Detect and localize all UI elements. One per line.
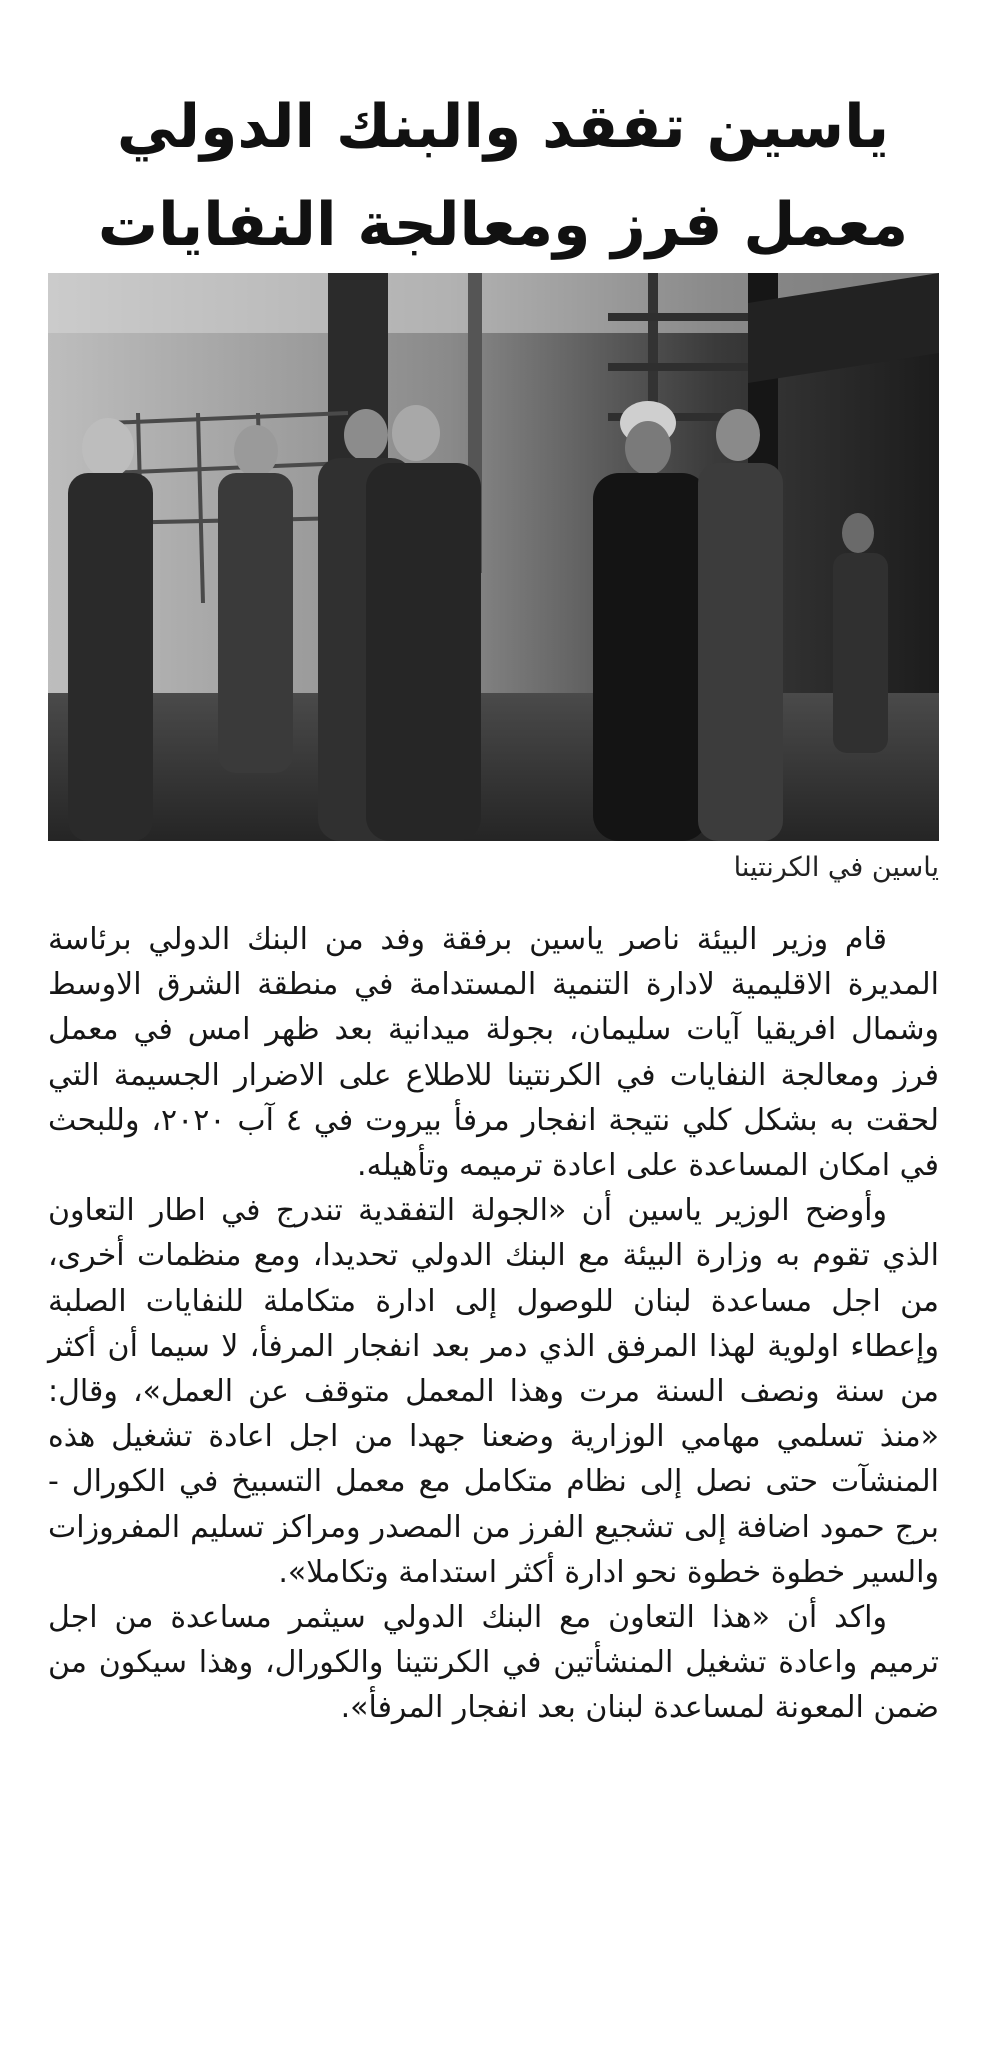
headline: ياسين تفقد والبنك الدولي معمل فرز ومعالجة النفايات [97,92,909,261]
article-paragraph: وأوضح الوزير ياسين أن «الجولة التفقدية تندرج في اطار التعاون الذي تقوم به وزارة البيئة مع البنك الدولي تحديدا، ومع منظمات أخرى، من اجل مساعدة لبنان للوصول إلى ادارة متكاملة للنفايات الصلبة وإعطاء اولوية لهذا المرفق الذي دمر بعد انفجار المرفأ، لا سيما أن أكثر من سنة ونصف السنة مرت وهذا المعمل متوقف عن العمل»، وقال: «منذ تسلمي مهامي الوزارية وضعنا جهدا من اجل اعادة تشغيل هذه المنشآت حتى نصل إلى نظام متكامل مع معمل التسبيخ في الكورال - برج حمود اضافة إلى تشجيع الفرز من المصدر ومراكز تسليم المفروزات والسير خطوة خطوة نحو ادارة أكثر استدامة وتكاملا». [48,1193,939,1590]
photo-caption: ياسين في الكرنتينا [733,852,939,883]
article-paragraph: واكد أن «هذا التعاون مع البنك الدولي سيثمر مساعدة من اجل ترميم واعادة تشغيل المنشأتين في الكرنتينا والكورال، وهذا سيكون من ضمن المعونة لمساعدة لبنان بعد انفجار المرفأ». [48,1600,939,1726]
news-photo [48,273,939,841]
article-paragraph: قام وزير البيئة ناصر ياسين برفقة وفد من البنك الدولي برئاسة المديرة الاقليمية لادارة التنمية المستدامة في منطقة الشرق الاوسط وشمال افريقيا آيات سليمان، بجولة ميدانية بعد ظهر امس في معمل فرز ومعالجة النفايات في الكرنتينا للاطلاع على الاضرار الجسيمة التي لحقت به بشكل كلي نتيجة انفجار مرفأ بيروت في ٤ آب ٢٠٢٠، وللبحث في امكان المساعدة على اعادة ترميمه وتأهيله. [48,922,940,1184]
article-body [48,917,939,2047]
